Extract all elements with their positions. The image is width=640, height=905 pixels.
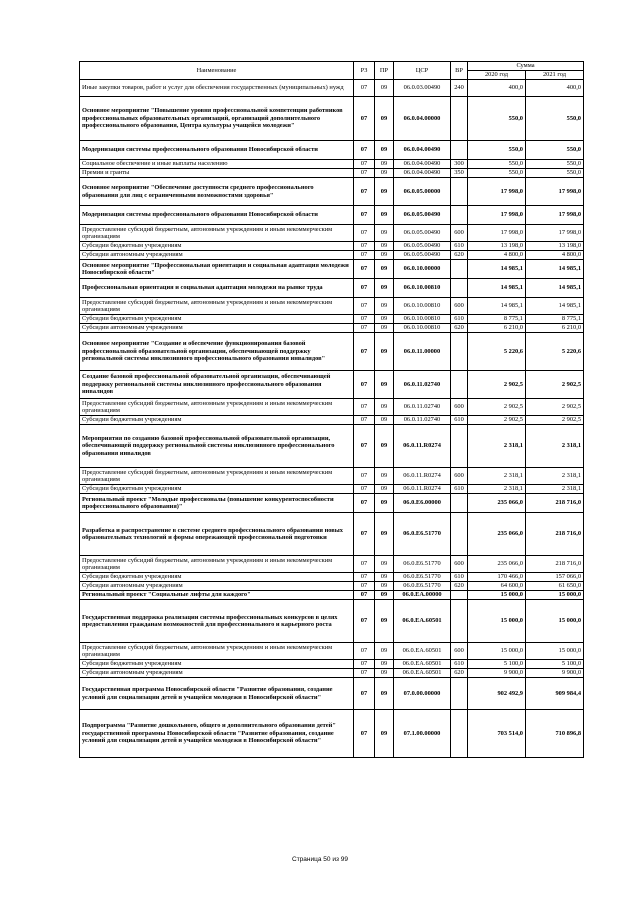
page-footer: Страница 50 из 99 xyxy=(292,856,348,863)
row-name: Основное мероприятие "Профессиональная ориентация и социальная адаптация молодежи Новосибирской области" xyxy=(80,260,354,279)
row-pr: 09 xyxy=(375,141,394,160)
row-name: Предоставление субсидий бюджетным, автономным учреждениям и иным некоммерческим организациям xyxy=(80,399,354,416)
row-vr: 610 xyxy=(451,485,468,494)
row-sum-2021: 550,0 xyxy=(526,169,584,178)
table-row xyxy=(80,468,584,485)
table-row xyxy=(80,80,584,97)
row-csr: 06.0.11.00000 xyxy=(394,333,451,371)
row-name: Государственная поддержка реализации системы профессиональных конкурсов в целях предоставления гражданам возможностей для профессионального и карьерного роста xyxy=(80,600,354,643)
row-pr: 09 xyxy=(375,494,394,513)
row-vr: 610 xyxy=(451,416,468,425)
table-row xyxy=(80,710,584,758)
row-sum-2020: 15 000,0 xyxy=(468,643,526,660)
row-pr: 09 xyxy=(375,160,394,169)
row-sum-2021: 550,0 xyxy=(526,97,584,141)
row-vr xyxy=(451,710,468,758)
row-pr: 09 xyxy=(375,425,394,468)
row-name: Предоставление субсидий бюджетным, автономным учреждениям и иным некоммерческим организациям xyxy=(80,225,354,242)
row-rz: 07 xyxy=(354,251,375,260)
row-vr xyxy=(451,178,468,206)
table-row xyxy=(80,425,584,468)
row-name: Основное мероприятие "Обеспечение доступности среднего профессионального образования для лиц с ограниченными возможностями здоровья" xyxy=(80,178,354,206)
row-vr: 610 xyxy=(451,660,468,669)
row-csr: 06.0.04.00490 xyxy=(394,141,451,160)
row-sum-2020: 2 318,1 xyxy=(468,468,526,485)
row-rz: 07 xyxy=(354,279,375,298)
row-pr: 09 xyxy=(375,468,394,485)
table-row xyxy=(80,643,584,660)
row-pr: 09 xyxy=(375,225,394,242)
row-rz: 07 xyxy=(354,206,375,225)
row-sum-2020: 703 514,0 xyxy=(468,710,526,758)
table-row xyxy=(80,333,584,371)
row-csr: 06.0.EA.00000 xyxy=(394,591,451,600)
row-vr xyxy=(451,97,468,141)
row-sum-2020: 2 902,5 xyxy=(468,416,526,425)
row-csr: 06.0.11.R0274 xyxy=(394,485,451,494)
row-rz: 07 xyxy=(354,573,375,582)
row-vr xyxy=(451,279,468,298)
header-rz: РЗ xyxy=(354,62,375,80)
table-row xyxy=(80,371,584,399)
row-name: Региональный проект "Молодые профессионалы (повышение конкурентоспособности профессионального образования)" xyxy=(80,494,354,513)
row-sum-2021: 2 902,5 xyxy=(526,399,584,416)
row-vr xyxy=(451,678,468,710)
row-pr: 09 xyxy=(375,206,394,225)
row-rz: 07 xyxy=(354,371,375,399)
table-row xyxy=(80,225,584,242)
row-rz: 07 xyxy=(354,710,375,758)
row-sum-2021: 218 716,0 xyxy=(526,556,584,573)
row-csr: 06.0.10.00000 xyxy=(394,260,451,279)
row-name: Премии и гранты xyxy=(80,169,354,178)
row-sum-2020: 550,0 xyxy=(468,97,526,141)
row-sum-2021: 218 716,0 xyxy=(526,513,584,556)
row-sum-2020: 902 492,9 xyxy=(468,678,526,710)
table-row xyxy=(80,97,584,141)
row-sum-2020: 2 318,1 xyxy=(468,425,526,468)
row-name: Основное мероприятие "Повышение уровня профессиональной компетенции работников профессиональных образовательных организаций, организаций дополнительного профессионального образования, Центра культуры учащейся молодежи" xyxy=(80,97,354,141)
row-csr: 06.0.10.00810 xyxy=(394,298,451,315)
row-vr: 610 xyxy=(451,315,468,324)
table-body xyxy=(80,80,584,758)
row-sum-2021: 2 902,5 xyxy=(526,416,584,425)
row-sum-2021: 2 318,1 xyxy=(526,485,584,494)
row-pr: 09 xyxy=(375,556,394,573)
row-csr: 06.0.10.00810 xyxy=(394,324,451,333)
header-vr: ВР xyxy=(451,62,468,80)
row-csr: 06.0.E6.51770 xyxy=(394,556,451,573)
row-sum-2020: 14 985,1 xyxy=(468,260,526,279)
row-pr: 09 xyxy=(375,600,394,643)
row-csr: 06.0.11.02740 xyxy=(394,371,451,399)
row-csr: 06.0.10.00810 xyxy=(394,315,451,324)
row-name: Иные закупки товаров, работ и услуг для обеспечения государственных (муниципальных) нужд xyxy=(80,80,354,97)
row-sum-2020: 6 210,0 xyxy=(468,324,526,333)
row-sum-2021: 218 716,0 xyxy=(526,494,584,513)
row-name: Государственная программа Новосибирской области "Развитие образования, создание условий для социализации детей и учащейся молодежи в Новосибирской области" xyxy=(80,678,354,710)
row-name: Подпрограмма "Развитие дошкольного, общего и дополнительного образования детей" государственной программы Новосибирской области "Развитие образования, создание условий для социализации детей и учащейся молодежи в Новосибирской области" xyxy=(80,710,354,758)
row-sum-2020: 550,0 xyxy=(468,141,526,160)
table-row xyxy=(80,141,584,160)
table-row xyxy=(80,669,584,678)
row-vr: 600 xyxy=(451,399,468,416)
row-pr: 09 xyxy=(375,710,394,758)
table-row xyxy=(80,399,584,416)
row-sum-2020: 170 466,0 xyxy=(468,573,526,582)
row-vr: 610 xyxy=(451,242,468,251)
row-name: Модернизация системы профессионального образования Новосибирской области xyxy=(80,141,354,160)
row-rz: 07 xyxy=(354,298,375,315)
table-row xyxy=(80,485,584,494)
row-rz: 07 xyxy=(354,315,375,324)
row-rz: 07 xyxy=(354,513,375,556)
row-rz: 07 xyxy=(354,80,375,97)
row-vr: 600 xyxy=(451,468,468,485)
row-csr: 06.0.EA.60501 xyxy=(394,660,451,669)
row-rz: 07 xyxy=(354,494,375,513)
row-csr: 06.0.10.00810 xyxy=(394,279,451,298)
row-rz: 07 xyxy=(354,97,375,141)
row-vr xyxy=(451,600,468,643)
row-rz: 07 xyxy=(354,678,375,710)
table-row xyxy=(80,251,584,260)
row-sum-2021: 4 800,0 xyxy=(526,251,584,260)
row-sum-2021: 9 900,0 xyxy=(526,669,584,678)
row-sum-2021: 157 066,0 xyxy=(526,573,584,582)
row-name: Социальное обеспечение и иные выплаты населению xyxy=(80,160,354,169)
row-csr: 06.0.05.00490 xyxy=(394,251,451,260)
row-csr: 06.0.E6.51770 xyxy=(394,513,451,556)
row-sum-2020: 14 985,1 xyxy=(468,298,526,315)
row-vr xyxy=(451,371,468,399)
row-csr: 06.0.11.02740 xyxy=(394,399,451,416)
row-sum-2021: 61 650,0 xyxy=(526,582,584,591)
row-sum-2020: 2 902,5 xyxy=(468,371,526,399)
row-vr xyxy=(451,425,468,468)
row-sum-2020: 17 998,0 xyxy=(468,206,526,225)
row-sum-2020: 15 000,0 xyxy=(468,591,526,600)
row-name: Региональный проект "Социальные лифты для каждого" xyxy=(80,591,354,600)
row-rz: 07 xyxy=(354,333,375,371)
row-rz: 07 xyxy=(354,485,375,494)
row-csr: 06.0.05.00490 xyxy=(394,225,451,242)
row-vr xyxy=(451,260,468,279)
row-sum-2020: 235 066,0 xyxy=(468,513,526,556)
row-name: Мероприятия по созданию базовой профессиональной образовательной организации, обеспечивающей поддержку региональной системы инклюзивного профессионального образования инвалидов xyxy=(80,425,354,468)
row-sum-2021: 710 896,8 xyxy=(526,710,584,758)
table-row xyxy=(80,178,584,206)
row-csr: 06.0.04.00490 xyxy=(394,160,451,169)
table-row xyxy=(80,324,584,333)
table-row xyxy=(80,513,584,556)
row-pr: 09 xyxy=(375,298,394,315)
row-pr: 09 xyxy=(375,371,394,399)
table-row xyxy=(80,298,584,315)
row-sum-2020: 64 600,0 xyxy=(468,582,526,591)
table-row xyxy=(80,160,584,169)
row-csr: 06.0.05.00490 xyxy=(394,242,451,251)
row-sum-2021: 17 998,0 xyxy=(526,206,584,225)
row-sum-2020: 4 800,0 xyxy=(468,251,526,260)
row-pr: 09 xyxy=(375,669,394,678)
row-name: Создание базовой профессиональной образовательной организации, обеспечивающей поддержку региональной системы инклюзивного профессионального образования инвалидов xyxy=(80,371,354,399)
row-rz: 07 xyxy=(354,582,375,591)
row-sum-2021: 2 902,5 xyxy=(526,371,584,399)
row-rz: 07 xyxy=(354,260,375,279)
header-2021: 2021 год xyxy=(526,71,584,80)
row-vr xyxy=(451,494,468,513)
row-vr xyxy=(451,513,468,556)
row-csr: 07.1.00.00000 xyxy=(394,710,451,758)
header-csr: ЦСР xyxy=(394,62,451,80)
row-name: Субсидии бюджетным учреждениям xyxy=(80,573,354,582)
row-vr xyxy=(451,591,468,600)
row-pr: 09 xyxy=(375,97,394,141)
row-pr: 09 xyxy=(375,333,394,371)
header-pr: ПР xyxy=(375,62,394,80)
row-rz: 07 xyxy=(354,591,375,600)
row-sum-2021: 14 985,1 xyxy=(526,279,584,298)
row-pr: 09 xyxy=(375,242,394,251)
row-pr: 09 xyxy=(375,178,394,206)
row-sum-2020: 9 900,0 xyxy=(468,669,526,678)
row-vr: 350 xyxy=(451,169,468,178)
row-name: Предоставление субсидий бюджетным, автономным учреждениям и иным некоммерческим организациям xyxy=(80,468,354,485)
row-csr: 06.0.EA.60501 xyxy=(394,600,451,643)
row-vr xyxy=(451,206,468,225)
row-csr: 06.0.11.R0274 xyxy=(394,468,451,485)
header-2020: 2020 год xyxy=(468,71,526,80)
row-name: Предоставление субсидий бюджетным, автономным учреждениям и иным некоммерческим организациям xyxy=(80,556,354,573)
row-pr: 09 xyxy=(375,279,394,298)
row-sum-2021: 5 100,0 xyxy=(526,660,584,669)
row-vr: 620 xyxy=(451,582,468,591)
table-row xyxy=(80,494,584,513)
table-row xyxy=(80,169,584,178)
row-csr: 06.0.03.00490 xyxy=(394,80,451,97)
row-sum-2021: 5 220,6 xyxy=(526,333,584,371)
row-sum-2021: 15 000,0 xyxy=(526,591,584,600)
header-sum: Сумма xyxy=(468,62,584,71)
row-name: Профессиональная ориентация и социальная адаптация молодежи на рынке труда xyxy=(80,279,354,298)
row-sum-2021: 14 985,1 xyxy=(526,298,584,315)
row-name: Субсидии бюджетным учреждениям xyxy=(80,485,354,494)
row-sum-2020: 550,0 xyxy=(468,169,526,178)
row-pr: 09 xyxy=(375,582,394,591)
row-csr: 06.0.11.02740 xyxy=(394,416,451,425)
row-rz: 07 xyxy=(354,468,375,485)
row-name: Субсидии бюджетным учреждениям xyxy=(80,242,354,251)
row-pr: 09 xyxy=(375,324,394,333)
table-row xyxy=(80,556,584,573)
row-csr: 06.0.E6.51770 xyxy=(394,582,451,591)
table-row xyxy=(80,315,584,324)
row-vr: 600 xyxy=(451,643,468,660)
row-rz: 07 xyxy=(354,556,375,573)
row-csr: 07.0.00.00000 xyxy=(394,678,451,710)
row-vr: 600 xyxy=(451,298,468,315)
row-pr: 09 xyxy=(375,416,394,425)
row-name: Субсидии бюджетным учреждениям xyxy=(80,315,354,324)
row-sum-2020: 13 198,0 xyxy=(468,242,526,251)
row-sum-2020: 2 902,5 xyxy=(468,399,526,416)
row-name: Предоставление субсидий бюджетным, автономным учреждениям и иным некоммерческим организациям xyxy=(80,298,354,315)
row-csr: 06.0.EA.60501 xyxy=(394,643,451,660)
row-pr: 09 xyxy=(375,573,394,582)
row-sum-2020: 550,0 xyxy=(468,160,526,169)
row-sum-2020: 235 066,0 xyxy=(468,494,526,513)
table-row xyxy=(80,279,584,298)
row-sum-2021: 15 000,0 xyxy=(526,643,584,660)
row-vr xyxy=(451,333,468,371)
row-sum-2020: 400,0 xyxy=(468,80,526,97)
row-sum-2020: 15 000,0 xyxy=(468,600,526,643)
row-rz: 07 xyxy=(354,416,375,425)
row-name: Субсидии автономным учреждениям xyxy=(80,582,354,591)
row-rz: 07 xyxy=(354,225,375,242)
row-sum-2021: 8 775,1 xyxy=(526,315,584,324)
row-rz: 07 xyxy=(354,169,375,178)
row-rz: 07 xyxy=(354,141,375,160)
table-row xyxy=(80,660,584,669)
header-name: Наименование xyxy=(80,62,354,80)
row-name: Субсидии бюджетным учреждениям xyxy=(80,416,354,425)
row-pr: 09 xyxy=(375,169,394,178)
row-rz: 07 xyxy=(354,425,375,468)
row-pr: 09 xyxy=(375,678,394,710)
row-csr: 06.0.05.00490 xyxy=(394,206,451,225)
row-sum-2020: 14 985,1 xyxy=(468,279,526,298)
row-name: Субсидии автономным учреждениям xyxy=(80,324,354,333)
row-vr: 600 xyxy=(451,556,468,573)
row-csr: 06.0.04.00490 xyxy=(394,169,451,178)
row-sum-2021: 15 000,0 xyxy=(526,600,584,643)
row-sum-2020: 5 220,6 xyxy=(468,333,526,371)
budget-table-container xyxy=(79,61,583,758)
row-name: Субсидии автономным учреждениям xyxy=(80,669,354,678)
row-vr: 610 xyxy=(451,573,468,582)
row-rz: 07 xyxy=(354,600,375,643)
table-row xyxy=(80,582,584,591)
row-pr: 09 xyxy=(375,260,394,279)
row-vr xyxy=(451,141,468,160)
row-sum-2020: 8 775,1 xyxy=(468,315,526,324)
row-sum-2020: 235 066,0 xyxy=(468,556,526,573)
row-sum-2021: 17 998,0 xyxy=(526,178,584,206)
row-pr: 09 xyxy=(375,660,394,669)
table-row xyxy=(80,573,584,582)
row-sum-2021: 2 318,1 xyxy=(526,468,584,485)
row-pr: 09 xyxy=(375,643,394,660)
row-rz: 07 xyxy=(354,643,375,660)
row-csr: 06.0.04.00000 xyxy=(394,97,451,141)
table-row xyxy=(80,260,584,279)
table-row xyxy=(80,206,584,225)
row-pr: 09 xyxy=(375,251,394,260)
row-sum-2021: 6 210,0 xyxy=(526,324,584,333)
table-row xyxy=(80,600,584,643)
row-rz: 07 xyxy=(354,669,375,678)
row-vr: 620 xyxy=(451,324,468,333)
row-sum-2021: 13 198,0 xyxy=(526,242,584,251)
row-pr: 09 xyxy=(375,485,394,494)
row-rz: 07 xyxy=(354,324,375,333)
row-sum-2021: 550,0 xyxy=(526,141,584,160)
budget-table xyxy=(79,61,584,758)
row-name: Основное мероприятие "Создание и обеспечение функционирования базовой профессиональной образовательной организации, обеспечивающей поддержку региональной системы инклюзивного профессионального образования инвалидов" xyxy=(80,333,354,371)
row-rz: 07 xyxy=(354,399,375,416)
table-row xyxy=(80,678,584,710)
row-sum-2021: 2 318,1 xyxy=(526,425,584,468)
row-csr: 06.0.E6.00000 xyxy=(394,494,451,513)
row-name: Субсидии бюджетным учреждениям xyxy=(80,660,354,669)
row-pr: 09 xyxy=(375,80,394,97)
row-pr: 09 xyxy=(375,315,394,324)
row-rz: 07 xyxy=(354,660,375,669)
table-row xyxy=(80,416,584,425)
row-sum-2020: 17 998,0 xyxy=(468,225,526,242)
row-vr: 300 xyxy=(451,160,468,169)
row-sum-2020: 5 100,0 xyxy=(468,660,526,669)
row-csr: 06.0.05.00000 xyxy=(394,178,451,206)
row-sum-2020: 17 998,0 xyxy=(468,178,526,206)
row-rz: 07 xyxy=(354,242,375,251)
table-row xyxy=(80,591,584,600)
row-name: Разработка и распространение в системе среднего профессионального образования новых образовательных технологий и формы опережающей профессиональной подготовки xyxy=(80,513,354,556)
row-vr: 620 xyxy=(451,251,468,260)
row-pr: 09 xyxy=(375,591,394,600)
row-vr: 240 xyxy=(451,80,468,97)
row-csr: 06.0.E6.51770 xyxy=(394,573,451,582)
row-rz: 07 xyxy=(354,178,375,206)
row-sum-2021: 400,0 xyxy=(526,80,584,97)
row-sum-2021: 909 984,4 xyxy=(526,678,584,710)
row-sum-2020: 2 318,1 xyxy=(468,485,526,494)
row-pr: 09 xyxy=(375,399,394,416)
row-vr: 620 xyxy=(451,669,468,678)
row-csr: 06.0.EA.60501 xyxy=(394,669,451,678)
row-sum-2021: 14 985,1 xyxy=(526,260,584,279)
row-csr: 06.0.11.R0274 xyxy=(394,425,451,468)
row-pr: 09 xyxy=(375,513,394,556)
row-name: Модернизация системы профессионального образования Новосибирской области xyxy=(80,206,354,225)
row-name: Предоставление субсидий бюджетным, автономным учреждениям и иным некоммерческим организациям xyxy=(80,643,354,660)
table-row xyxy=(80,242,584,251)
row-rz: 07 xyxy=(354,160,375,169)
row-sum-2021: 17 998,0 xyxy=(526,225,584,242)
row-name: Субсидии автономным учреждениям xyxy=(80,251,354,260)
row-vr: 600 xyxy=(451,225,468,242)
row-sum-2021: 550,0 xyxy=(526,160,584,169)
